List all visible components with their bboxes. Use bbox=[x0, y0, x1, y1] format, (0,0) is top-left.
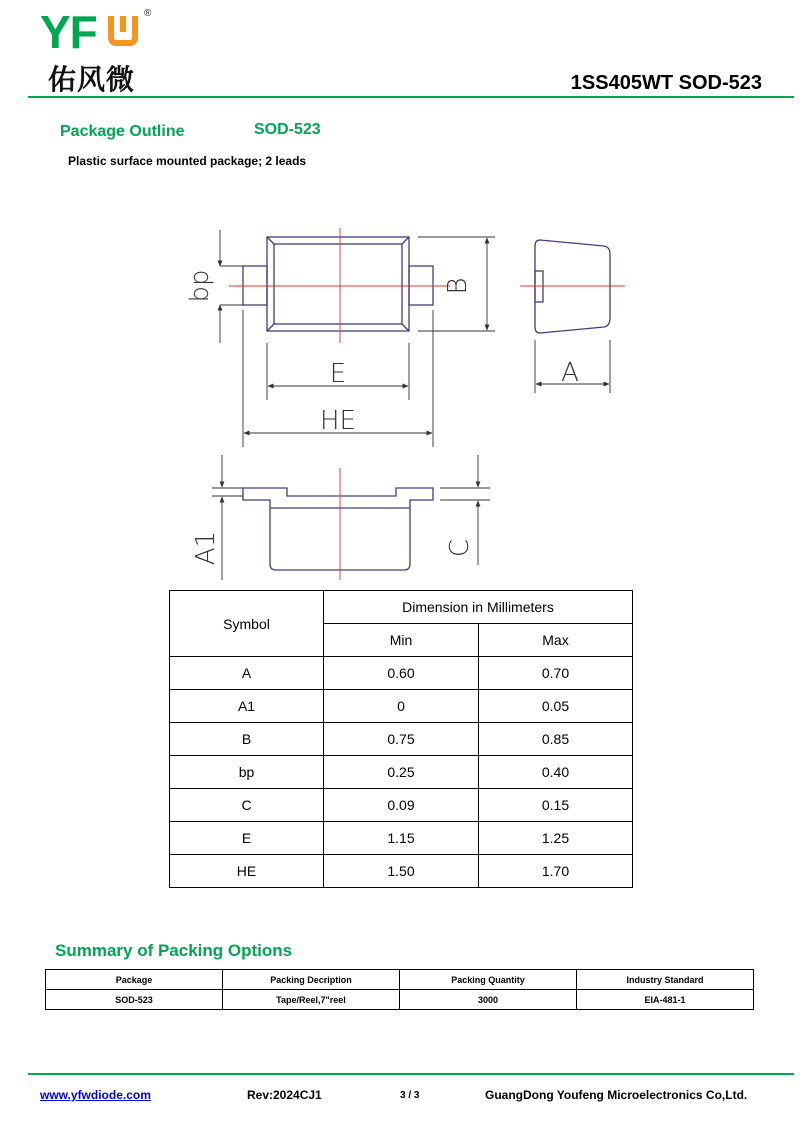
package-description: Plastic surface mounted package; 2 leads bbox=[68, 154, 307, 168]
max-cell: 0.40 bbox=[479, 756, 633, 789]
label-A1: A1 bbox=[191, 530, 221, 566]
symbol-cell: A bbox=[170, 657, 324, 690]
label-C: C bbox=[445, 538, 475, 558]
packing-header-quantity: Packing Quantity bbox=[400, 970, 577, 990]
symbol-cell: E bbox=[170, 822, 324, 855]
packing-standard: EIA-481-1 bbox=[577, 990, 754, 1010]
max-cell: 0.05 bbox=[479, 690, 633, 723]
side-view-lead bbox=[535, 271, 543, 302]
top-view-body-outer bbox=[267, 237, 409, 331]
right-lead bbox=[409, 266, 433, 305]
min-cell: 0.09 bbox=[324, 789, 479, 822]
table-row bbox=[170, 789, 633, 822]
symbol-cell: C bbox=[170, 789, 324, 822]
company-name: GuangDong Youfeng Microelectronics Co,Ltd. bbox=[485, 1088, 748, 1102]
packing-table bbox=[45, 969, 754, 1010]
min-cell: 0.25 bbox=[324, 756, 479, 789]
table-row bbox=[170, 855, 633, 888]
min-header: Min bbox=[324, 624, 479, 657]
label-HE: HE bbox=[320, 406, 356, 436]
max-cell: 1.25 bbox=[479, 822, 633, 855]
website-link[interactable]: www.yfwdiode.com bbox=[40, 1088, 151, 1102]
packing-row bbox=[46, 990, 754, 1010]
page-number: 3 / 3 bbox=[400, 1090, 420, 1101]
max-cell: 0.85 bbox=[479, 723, 633, 756]
min-cell: 1.50 bbox=[324, 855, 479, 888]
package-outline-title: Package Outline bbox=[60, 123, 185, 140]
packing-header-description: Packing Decription bbox=[223, 970, 400, 990]
packing-summary-title: Summary of Packing Options bbox=[55, 941, 293, 960]
max-header: Max bbox=[479, 624, 633, 657]
logo-text: YF bbox=[40, 6, 97, 58]
dimension-table bbox=[169, 590, 633, 888]
package-name: SOD-523 bbox=[254, 121, 321, 138]
packing-quantity: 3000 bbox=[400, 990, 577, 1010]
label-bp: bp bbox=[185, 269, 215, 303]
min-cell: 0.75 bbox=[324, 723, 479, 756]
label-E: E bbox=[329, 359, 347, 389]
front-view-body bbox=[243, 488, 433, 570]
left-lead bbox=[243, 266, 267, 305]
table-row bbox=[170, 822, 633, 855]
table-row bbox=[170, 723, 633, 756]
revision: Rev:2024CJ1 bbox=[247, 1088, 322, 1102]
side-view-body bbox=[535, 240, 610, 333]
symbol-header: Symbol bbox=[170, 591, 324, 657]
part-title: 1SS405WT SOD-523 bbox=[570, 72, 762, 94]
packing-description: Tape/Reel,7"reel bbox=[223, 990, 400, 1010]
symbol-cell: bp bbox=[170, 756, 324, 789]
label-B: B bbox=[443, 277, 473, 295]
min-cell: 0 bbox=[324, 690, 479, 723]
registered-mark: ® bbox=[144, 8, 152, 19]
table-row bbox=[170, 756, 633, 789]
table-row bbox=[170, 690, 633, 723]
min-cell: 1.15 bbox=[324, 822, 479, 855]
label-A: A bbox=[561, 358, 579, 388]
packing-header-standard: Industry Standard bbox=[577, 970, 754, 990]
symbol-cell: B bbox=[170, 723, 324, 756]
min-cell: 0.60 bbox=[324, 657, 479, 690]
dimension-group-header: Dimension in Millimeters bbox=[324, 591, 633, 624]
packing-header-row bbox=[46, 970, 754, 990]
symbol-cell: A1 bbox=[170, 690, 324, 723]
symbol-cell: HE bbox=[170, 855, 324, 888]
packing-package: SOD-523 bbox=[46, 990, 223, 1010]
packing-header-package: Package bbox=[46, 970, 223, 990]
top-view-body-inner bbox=[274, 244, 402, 324]
table-row bbox=[170, 657, 633, 690]
logo-chinese-name: 佑风微 bbox=[48, 63, 136, 96]
max-cell: 0.70 bbox=[479, 657, 633, 690]
max-cell: 1.70 bbox=[479, 855, 633, 888]
max-cell: 0.15 bbox=[479, 789, 633, 822]
footer-divider bbox=[28, 1073, 794, 1075]
